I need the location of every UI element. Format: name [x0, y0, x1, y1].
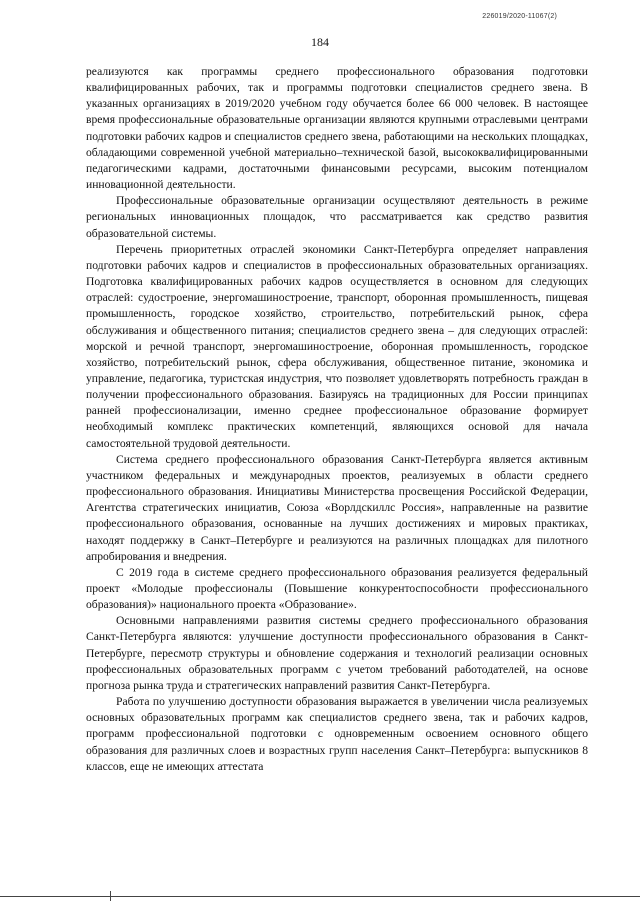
paragraph: Перечень приоритетных отраслей экономики Санкт-Петербурга определяет направления подготовки рабочих кадров и специалистов в профессиональных образовательных организациях. Подготовка квалифицированных рабочих кадров осуществляется в основном для следующих отраслей: судостроение, энергомашиностроение, транспорт, оборонная промышленность, пищевая промышленность, городское хозяйство, строительство, потребительский рынок, сфера обслуживания и общественного питания; специалистов среднего звена – для следующих отраслей: морской и речной транспорт, энергомашиностроение, оборонная промышленность, городское хозяйство, потребительский рынок, сфера обслуживания, общественное питание, экономика и управление, педагогика, туристская индустрия, что позволяет удовлетворять потребность граждан в получении профессионального образования. Базируясь на традиционных для России принципах ранней профессионализации, именно среднее профессиональное образование формирует необходимый комплекс практических компетенций, являющихся основой для начала самостоятельной трудовой деятельности.	[86, 242, 588, 450]
paragraph: Профессиональные образовательные организации осуществляют деятельность в режиме региональных инновационных площадок, что рассматривается как средство развития образовательной системы.	[86, 194, 588, 240]
paragraph: Система среднего профессионального образования Санкт-Петербурга является активным участником федеральных и международных проектов, реализуемых в области среднего профессионального образования. Инициативы Министерства просвещения Российской Федерации, Агентства стратегических инициатив, Союза «Ворлдскиллс Россия», направленные на развитие профессионального образования, основанные на лучших достижениях и мировых практиках, находят поддержку в Санкт–Петербурге и реализуются на различных площадках для пилотного апробирования и внедрения.	[86, 452, 588, 563]
scan-tick-mark	[110, 891, 111, 901]
page-number: 184	[311, 35, 329, 49]
paragraph: Работа по улучшению доступности образования выражается в увеличении числа реализуемых основных образовательных программ как специалистов среднего звена, так и рабочих кадров, программ профессиональной подготовки с одновременным освоением основного общего образования для различных слоев и возрастных групп населения Санкт–Петербурга: выпускников 8 классов, еще не имеющих аттестата	[86, 695, 588, 773]
body-text	[86, 64, 588, 775]
page-bottom-rule	[0, 896, 640, 897]
document-id: 226019/2020-11067(2)	[482, 13, 557, 20]
paragraph: реализуются как программы среднего профессионального образования подготовки квалифицированных рабочих, так и программы подготовки специалистов среднего звена. В указанных организациях в 2019/2020 учебном году обучается более 66 000 человек. В настоящее время профессиональные образовательные организации являются крупными отраслевыми центрами подготовки рабочих кадров и специалистов среднего звена, работающими на нескольких площадках, обладающими современной учебной материально–технической базой, высококвалифицированными педагогическими кадрами, достаточными финансовыми ресурсами, высоким потенциалом инновационной деятельности.	[86, 65, 588, 192]
paragraph: С 2019 года в системе среднего профессионального образования реализуется федеральный проект «Молодые профессионалы (Повышение конкурентоспособности профессионального образования)» национального проекта «Образование».	[86, 565, 588, 612]
paragraph: Основными направлениями развития системы среднего профессионального образования Санкт-Петербурга являются: улучшение доступности профессионального образования в Санкт-Петербурге, пересмотр структуры и обновление содержания и технологий реализации основных профессиональных образовательных программ с учетом требований работодателей, на основе прогноза рынка труда и стратегических направлений развития Санкт-Петербурга.	[86, 614, 588, 692]
